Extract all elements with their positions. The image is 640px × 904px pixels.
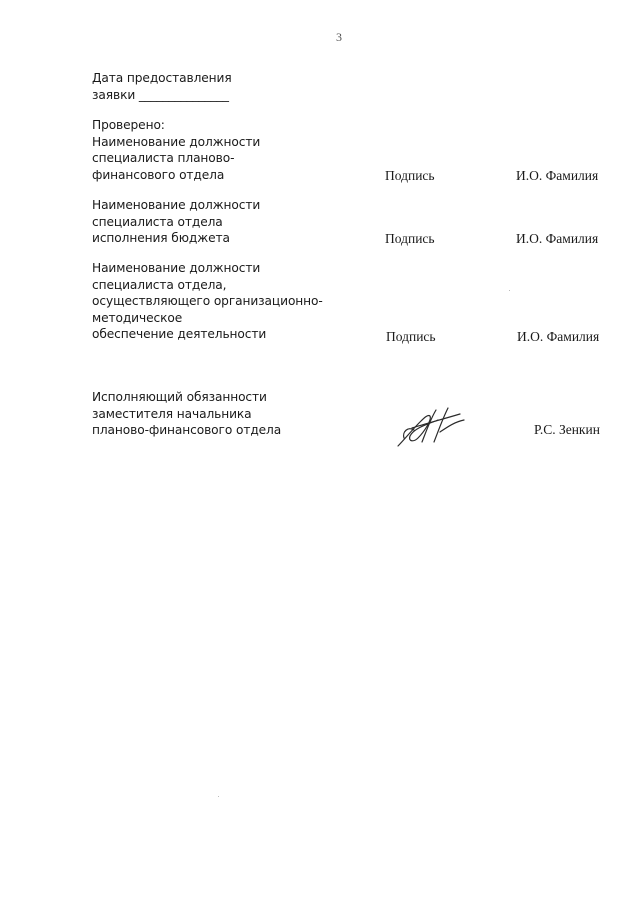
position-title-line: финансового отдела [92,167,225,182]
position-title-line: Наименование должности [92,198,261,212]
position-title-line: специалиста отдела [92,214,223,229]
position-title-line: специалиста отдела, [92,277,227,292]
handwritten-signature-icon [394,402,466,450]
checked-block-1 [92,117,362,183]
signature-placeholder: Подпись [385,168,435,183]
signature-placeholder: Подпись [386,329,436,344]
checked-block-3 [92,260,362,343]
position-title-line: осуществляющего организационно- [92,294,323,308]
approver-block [92,389,362,439]
scan-speck [218,796,219,797]
position-title-line: специалиста планово- [92,151,235,165]
approver-title-line: заместителя начальника [92,406,252,421]
position-title-line: методическое [92,310,183,325]
approver-title-line: Исполняющий обязанности [92,390,267,404]
approver-title-line: планово-финансового отдела [92,423,282,437]
approver-name: Р.С. Зенкин [534,422,600,437]
scan-speck [509,290,510,291]
position-title-line: исполнения бюджета [92,231,230,245]
name-placeholder: И.О. Фамилия [517,329,600,344]
position-title-line: Наименование должности [92,134,261,149]
page-number: 3 [336,30,342,44]
signature-placeholder: Подпись [385,231,435,246]
submission-date-label: Дата предоставления [92,71,232,85]
submission-date-block [92,70,362,103]
position-title-line: Наименование должности [92,261,261,275]
name-placeholder: И.О. Фамилия [516,231,599,246]
name-placeholder: И.О. Фамилия [516,168,599,183]
checked-heading: Проверено: [92,118,165,132]
checked-block-2 [92,197,362,247]
position-title-line: обеспечение деятельности [92,327,267,341]
submission-date-field: заявки _______________ [92,87,229,102]
